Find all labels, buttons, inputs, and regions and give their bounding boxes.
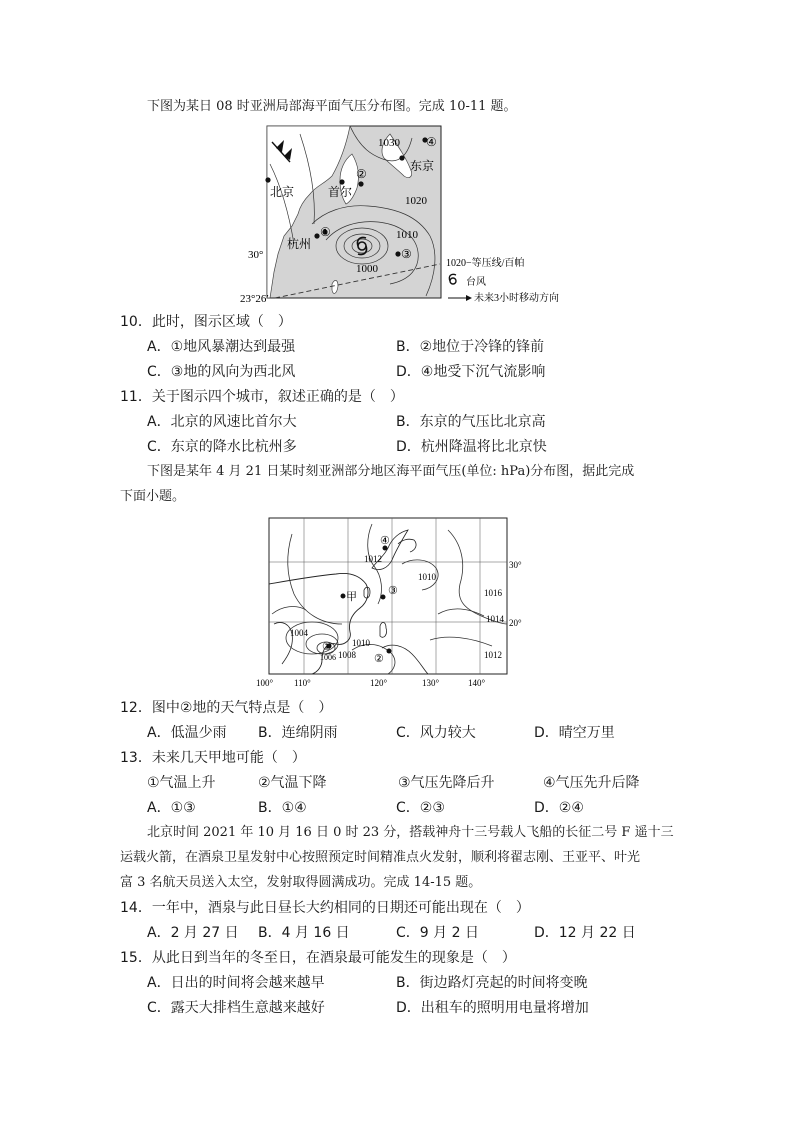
q15-option-c: C．露天大排档生意越来越好 bbox=[147, 1000, 325, 1016]
map2-marker-4: ④ bbox=[380, 535, 390, 547]
map2-marker-3: ③ bbox=[388, 585, 398, 597]
city-tokyo: 东京 bbox=[410, 159, 435, 173]
q14-option-b: B．4 月 16 日 bbox=[258, 925, 350, 941]
q13-option-c: C．②③ bbox=[396, 800, 445, 816]
q13-option-d: D．②④ bbox=[534, 800, 584, 816]
q14-stem: 14．一年中，酒泉与此日昼长大约相同的日期还可能出现在（ ） bbox=[120, 900, 530, 916]
q13-option-b: B．①④ bbox=[258, 800, 307, 816]
city-seoul: 首尔 bbox=[328, 185, 353, 199]
legend-isobar: 1020−等压线/百帕 bbox=[446, 258, 525, 269]
isobar-1016: 1016 bbox=[484, 588, 502, 598]
lon-tick-120: 120° bbox=[370, 678, 388, 688]
q15-option-b: B．街边路灯亮起的时间将变晚 bbox=[396, 975, 588, 991]
q11-option-b: B．东京的气压比北京高 bbox=[396, 414, 546, 430]
q14-option-c: C．9 月 2 日 bbox=[396, 925, 479, 941]
q15-option-a: A．日出的时间将会越来越早 bbox=[147, 975, 325, 991]
q13-item-4: ④气压先升后降 bbox=[543, 775, 640, 791]
intro-text-3c: 富 3 名航天员送入太空，发射取得圆满成功。完成 14-15 题。 bbox=[120, 875, 482, 890]
isobar-label-1020: 1020 bbox=[405, 195, 427, 207]
q15-stem: 15．从此日到当年的冬至日，在酒泉最可能发生的现象是（ ） bbox=[120, 950, 516, 966]
q13-item-2: ②气温下降 bbox=[258, 775, 327, 791]
q13-item-3: ③气压先降后升 bbox=[398, 775, 495, 791]
place-jia: 甲 bbox=[346, 591, 357, 603]
intro-text-3a: 北京时间 2021 年 10 月 16 日 0 时 23 分，搭载神舟十三号载人飞船的长征二号 F 遥十三 bbox=[147, 825, 674, 840]
lat-tick-30: 30° bbox=[509, 560, 522, 570]
q12-option-a: A．低温少雨 bbox=[147, 725, 227, 741]
lat-tick-20: 20° bbox=[509, 618, 522, 628]
q10-option-a: A．①地风暴潮达到最强 bbox=[147, 339, 296, 355]
isobar-1008: 1008 bbox=[338, 650, 356, 660]
q10-option-b: B．②地位于冷锋的锋前 bbox=[396, 339, 545, 355]
q10-option-d: D．④地受下沉气流影响 bbox=[396, 364, 546, 380]
q14-option-a: A．2 月 27 日 bbox=[147, 925, 239, 941]
legend-typhoon: 台风 bbox=[466, 277, 486, 288]
map2-marker-1: ① bbox=[322, 641, 332, 653]
isobar-label-1010: 1010 bbox=[396, 229, 418, 241]
asia-pressure-map-2 bbox=[252, 514, 524, 690]
isobar-label-1030: 1030 bbox=[378, 137, 400, 149]
q11-option-a: A．北京的风速比首尔大 bbox=[147, 414, 297, 430]
legend-movement: 未来3小时移动方向 bbox=[474, 293, 559, 304]
city-beijing: 北京 bbox=[270, 185, 295, 199]
isobar-1004: 1004 bbox=[290, 628, 308, 638]
isobar-1012-north: 1012 bbox=[364, 554, 382, 564]
lon-tick-110: 110° bbox=[294, 678, 311, 688]
map2-marker-2: ② bbox=[374, 653, 384, 665]
lon-tick-100: 100° bbox=[256, 678, 274, 688]
lat-label-tropic: 23°26′ bbox=[240, 293, 269, 305]
q13-item-1: ①气温上升 bbox=[147, 775, 216, 791]
q11-option-d: D．杭州降温将比北京快 bbox=[396, 439, 547, 455]
asia-pressure-map-1 bbox=[240, 124, 560, 306]
q12-stem: 12．图中②地的天气特点是（ ） bbox=[120, 700, 333, 716]
marker-4: ④ bbox=[426, 135, 437, 149]
q14-option-d: D．12 月 22 日 bbox=[534, 925, 636, 941]
lon-tick-140: 140° bbox=[468, 678, 486, 688]
q15-option-d: D．出租车的照明用电量将增加 bbox=[396, 1000, 589, 1016]
q13-stem: 13．未来几天甲地可能（ ） bbox=[120, 750, 306, 766]
marker-1: ① bbox=[320, 225, 331, 239]
intro-text-1: 下图为某日 08 时亚洲局部海平面气压分布图。完成 10-11 题。 bbox=[147, 99, 517, 114]
q12-option-d: D．晴空万里 bbox=[534, 725, 615, 741]
q12-option-c: C．风力较大 bbox=[396, 725, 476, 741]
intro-text-2a: 下图是某年 4 月 21 日某时刻亚洲部分地区海平面气压(单位: hPa)分布图，据此完成 bbox=[147, 464, 635, 479]
q12-option-b: B．连绵阴雨 bbox=[258, 725, 338, 741]
q10-stem: 10．此时，图示区域（ ） bbox=[120, 314, 292, 330]
city-hangzhou: 杭州 bbox=[287, 237, 312, 251]
q11-stem: 11．关于图示四个城市，叙述正确的是（ ） bbox=[120, 389, 404, 405]
intro-text-3b: 运载火箭，在酒泉卫星发射中心按照预定时间精准点火发射，顺利将翟志刚、王亚平、叶光 bbox=[120, 850, 641, 865]
legend-typhoon-icon bbox=[449, 274, 456, 284]
isobar-1006: 1006 bbox=[320, 653, 336, 662]
intro-text-2b: 下面小题。 bbox=[120, 489, 186, 504]
q11-option-c: C．东京的降水比杭州多 bbox=[147, 439, 297, 455]
isobar-label-1000: 1000 bbox=[356, 263, 378, 275]
isobar-1014: 1014 bbox=[486, 614, 504, 624]
isobar-1010-south: 1010 bbox=[352, 638, 370, 648]
marker-2: ② bbox=[356, 167, 367, 181]
q13-option-a: A．①③ bbox=[147, 800, 196, 816]
lat-label-30: 30° bbox=[248, 249, 264, 261]
isobar-1010-east: 1010 bbox=[418, 572, 436, 582]
lon-tick-130: 130° bbox=[422, 678, 440, 688]
isobar-1012-south: 1012 bbox=[484, 650, 502, 660]
marker-3: ③ bbox=[401, 247, 412, 261]
q10-option-c: C．③地的风向为西北风 bbox=[147, 364, 296, 380]
